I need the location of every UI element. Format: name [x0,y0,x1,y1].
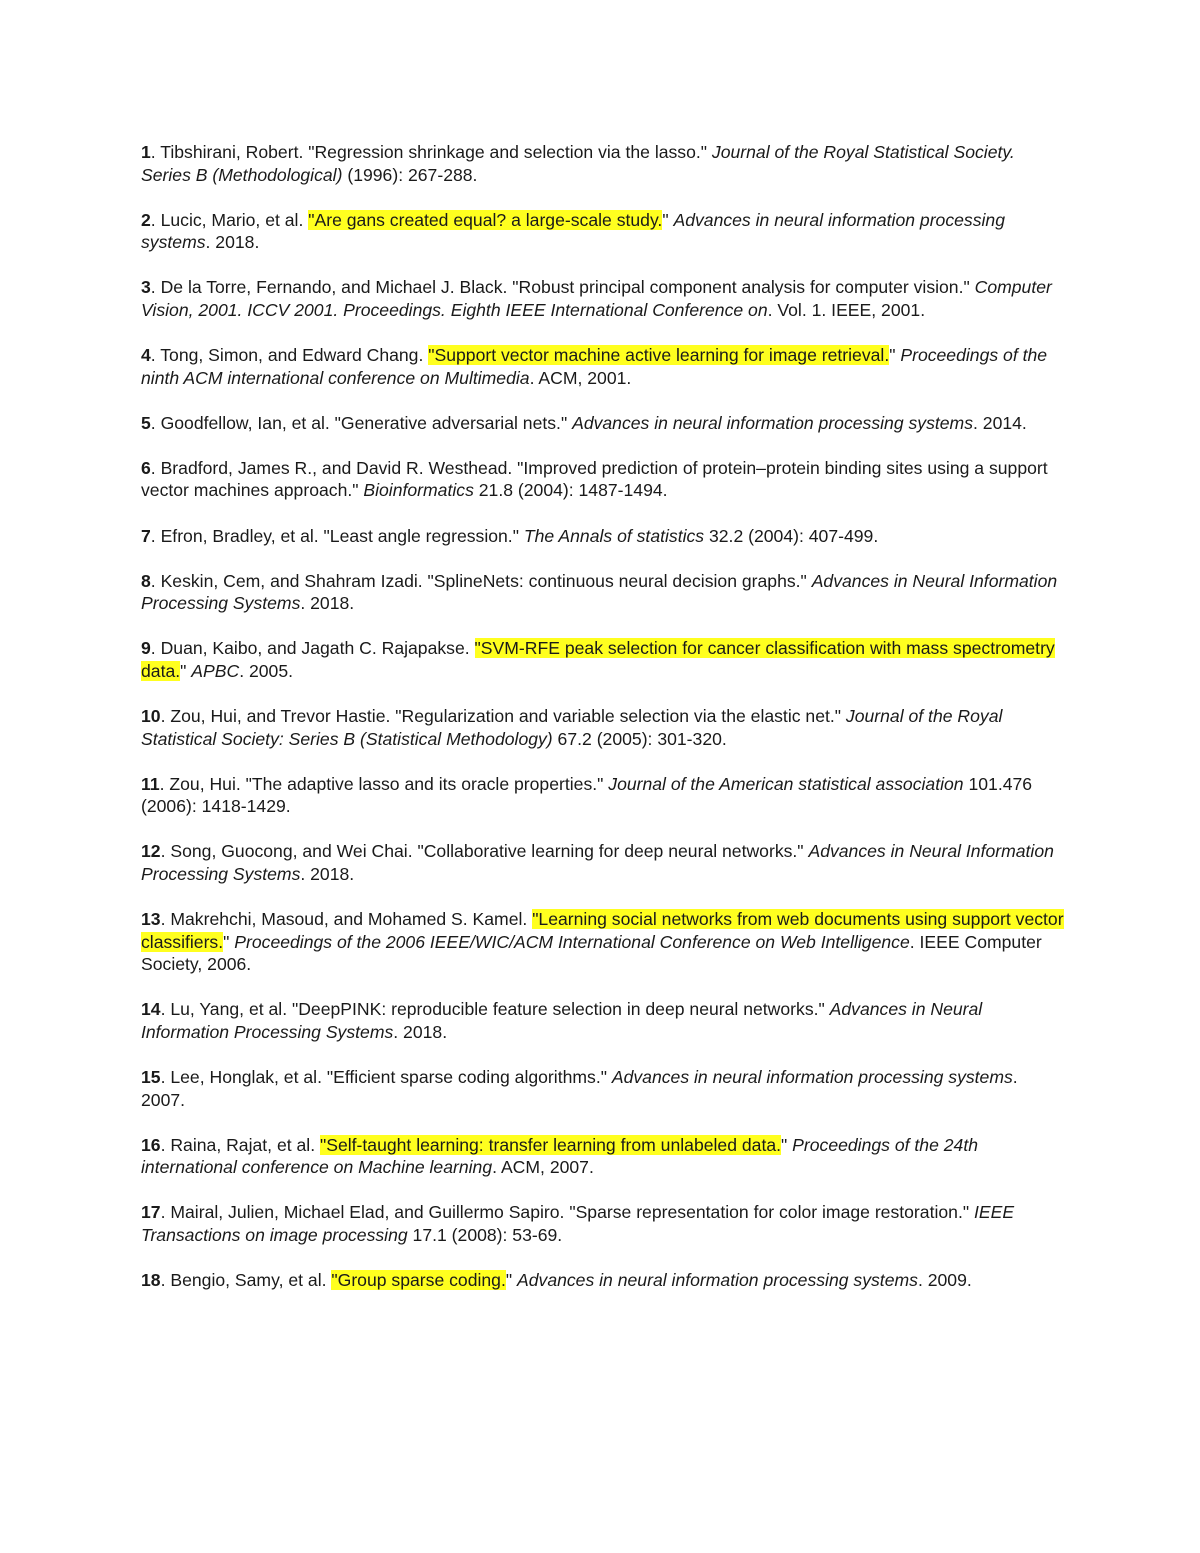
reference-number: 10 [141,706,161,726]
reference-tail: . ACM, 2007. [492,1157,594,1178]
reference-quote-close: " [662,209,674,230]
reference-number: 8 [141,570,151,591]
reference-item [141,1269,1066,1292]
reference-number: 5 [141,412,151,433]
reference-text: . Goodfellow, Ian, et al. "Generative adversarial nets." [150,412,573,433]
reference-number: 2 [141,209,151,230]
reference-item [141,141,1066,186]
reference-item [141,1066,1066,1111]
reference-number: 18 [141,1270,161,1291]
reference-venue: Computer Vision, 2001. ICCV 2001. Proceedings. Eighth IEEE International Conference on [141,277,1052,320]
reference-tail: (1996): 267-288. [342,164,478,185]
reference-tail: . 2018. [205,232,260,253]
reference-tail: . 2009. [917,1270,972,1291]
reference-quote-close: " [180,660,192,681]
reference-item [141,525,1066,548]
reference-venue: Advances in Neural Information Processing Systems [141,999,983,1042]
reference-number: 9 [141,638,151,659]
reference-tail: . 2005. [239,660,294,681]
reference-tail: 101.476 (2006): 1418-1429. [141,773,1033,817]
reference-number: 3 [141,277,151,298]
reference-item [141,209,1066,254]
reference-highlighted-title: "Self-taught learning: transfer learning from unlabeled data. [319,1134,782,1155]
reference-text: . Zou, Hui, and Trevor Hastie. "Regularization and variable selection via the elastic net." [160,706,846,726]
reference-text: . Tong, Simon, and Edward Chang. [150,345,429,366]
reference-list [141,141,1066,1314]
reference-item [141,908,1066,976]
reference-number: 4 [141,345,151,366]
reference-text: . Keskin, Cem, and Shahram Izadi. "SplineNets: continuous neural decision graphs." [150,570,812,591]
reference-quote-close: " [781,1134,793,1155]
reference-text: . Mairal, Julien, Michael Elad, and Guillermo Sapiro. "Sparse representation for color image restoration." [160,1202,974,1223]
reference-number: 16 [141,1134,161,1155]
reference-highlighted-title: "Group sparse coding. [331,1270,506,1291]
reference-tail: . 2007. [141,1067,1018,1110]
reference-text: . Lu, Yang, et al. "DeepPINK: reproducible feature selection in deep neural networks." [160,999,830,1020]
reference-number: 6 [141,457,151,478]
reference-number: 13 [141,909,161,930]
reference-venue: Proceedings of the 2006 IEEE/WIC/ACM International Conference on Web Intelligence [234,931,910,952]
reference-text: . Zou, Hui. "The adaptive lasso and its oracle properties." [159,773,609,794]
reference-item [141,344,1066,389]
reference-text: . De la Torre, Fernando, and Michael J. Black. "Robust principal component analysis for computer vision." [150,277,975,298]
reference-text: . Bengio, Samy, et al. [160,1270,332,1291]
reference-number: 1 [141,142,151,162]
reference-venue: Advances in neural information processing systems [517,1270,918,1291]
reference-highlighted-title: "Are gans created equal? a large-scale study. [308,209,663,230]
reference-item [141,773,1066,818]
reference-venue: Journal of the Royal Statistical Society. Series B (Methodological) [141,142,1015,185]
reference-tail: 67.2 (2005): 301-320. [552,728,727,749]
reference-number: 17 [141,1202,161,1223]
reference-text: . Makrehchi, Masoud, and Mohamed S. Kamel. [160,909,533,930]
reference-item [141,637,1066,682]
reference-tail: . 2018. [393,1021,448,1042]
reference-item [141,1134,1066,1179]
reference-venue: Advances in Neural Information Processing Systems [141,841,1054,884]
reference-number: 15 [141,1067,161,1088]
reference-text: . Lee, Honglak, et al. "Efficient sparse coding algorithms." [160,1067,612,1088]
reference-item [141,1201,1066,1246]
reference-venue: Journal of the Royal Statistical Society: Series B (Statistical Methodology) [141,706,1003,749]
reference-quote-close: " [505,1270,517,1291]
reference-tail: . ACM, 2001. [529,367,632,388]
reference-tail: . 2014. [973,412,1027,433]
reference-item [141,998,1066,1043]
reference-text: . Song, Guocong, and Wei Chai. "Collaborative learning for deep neural networks." [160,841,809,862]
reference-venue: IEEE Transactions on image processing [141,1202,1015,1245]
reference-number: 12 [141,841,161,862]
reference-highlighted-title: "Learning social networks from web documents using support vector classifiers. [141,909,1064,952]
reference-venue: Journal of the American statistical association [608,773,964,794]
reference-number: 11 [141,773,160,794]
reference-tail: 17.1 (2008): 53-69. [407,1225,563,1245]
reference-text: . Bradford, James R., and David R. Westhead. "Improved prediction of protein–protein binding sites using a support vector machines approach." [141,457,1048,501]
reference-venue: Advances in neural information processing systems [572,412,974,433]
reference-venue: Bioinformatics [363,480,474,501]
reference-venue: The Annals of statistics [523,525,705,546]
reference-item [141,412,1066,435]
reference-text: . Efron, Bradley, et al. "Least angle regression." [150,525,524,546]
reference-highlighted-title: "SVM-RFE peak selection for cancer classification with mass spectrometry data. [141,638,1055,681]
reference-quote-close: " [889,345,901,366]
reference-number: 7 [141,525,151,546]
reference-item [141,276,1066,321]
reference-tail: 21.8 (2004): 1487-1494. [473,480,668,501]
reference-venue: Advances in neural information processing systems [141,209,1006,253]
reference-text: . Duan, Kaibo, and Jagath C. Rajapakse. [150,638,475,659]
reference-tail: 32.2 (2004): 407-499. [704,525,879,546]
reference-number: 14 [141,999,161,1020]
reference-venue: Advances in neural information processing systems [611,1067,1013,1088]
reference-item [141,457,1066,502]
reference-text: . Tibshirani, Robert. "Regression shrinkage and selection via the lasso." [150,142,712,162]
reference-quote-close: " [223,931,235,952]
reference-item [141,705,1066,750]
reference-tail: . IEEE Computer Society, 2006. [141,931,1042,975]
reference-tail: . Vol. 1. IEEE, 2001. [767,299,926,320]
reference-text: . Raina, Rajat, et al. [160,1134,320,1155]
reference-venue: APBC [191,660,240,681]
reference-item [141,840,1066,885]
reference-venue: Proceedings of the 24th international conference on Machine learning [141,1134,978,1178]
reference-tail: . 2018. [300,863,355,884]
reference-item [141,570,1066,615]
reference-highlighted-title: "Support vector machine active learning for image retrieval. [428,345,890,366]
reference-tail: . 2018. [300,593,355,614]
reference-text: . Lucic, Mario, et al. [150,209,309,230]
reference-venue: Proceedings of the ninth ACM international conference on Multimedia [141,345,1048,388]
reference-venue: Advances in Neural Information Processing Systems [141,570,1058,614]
